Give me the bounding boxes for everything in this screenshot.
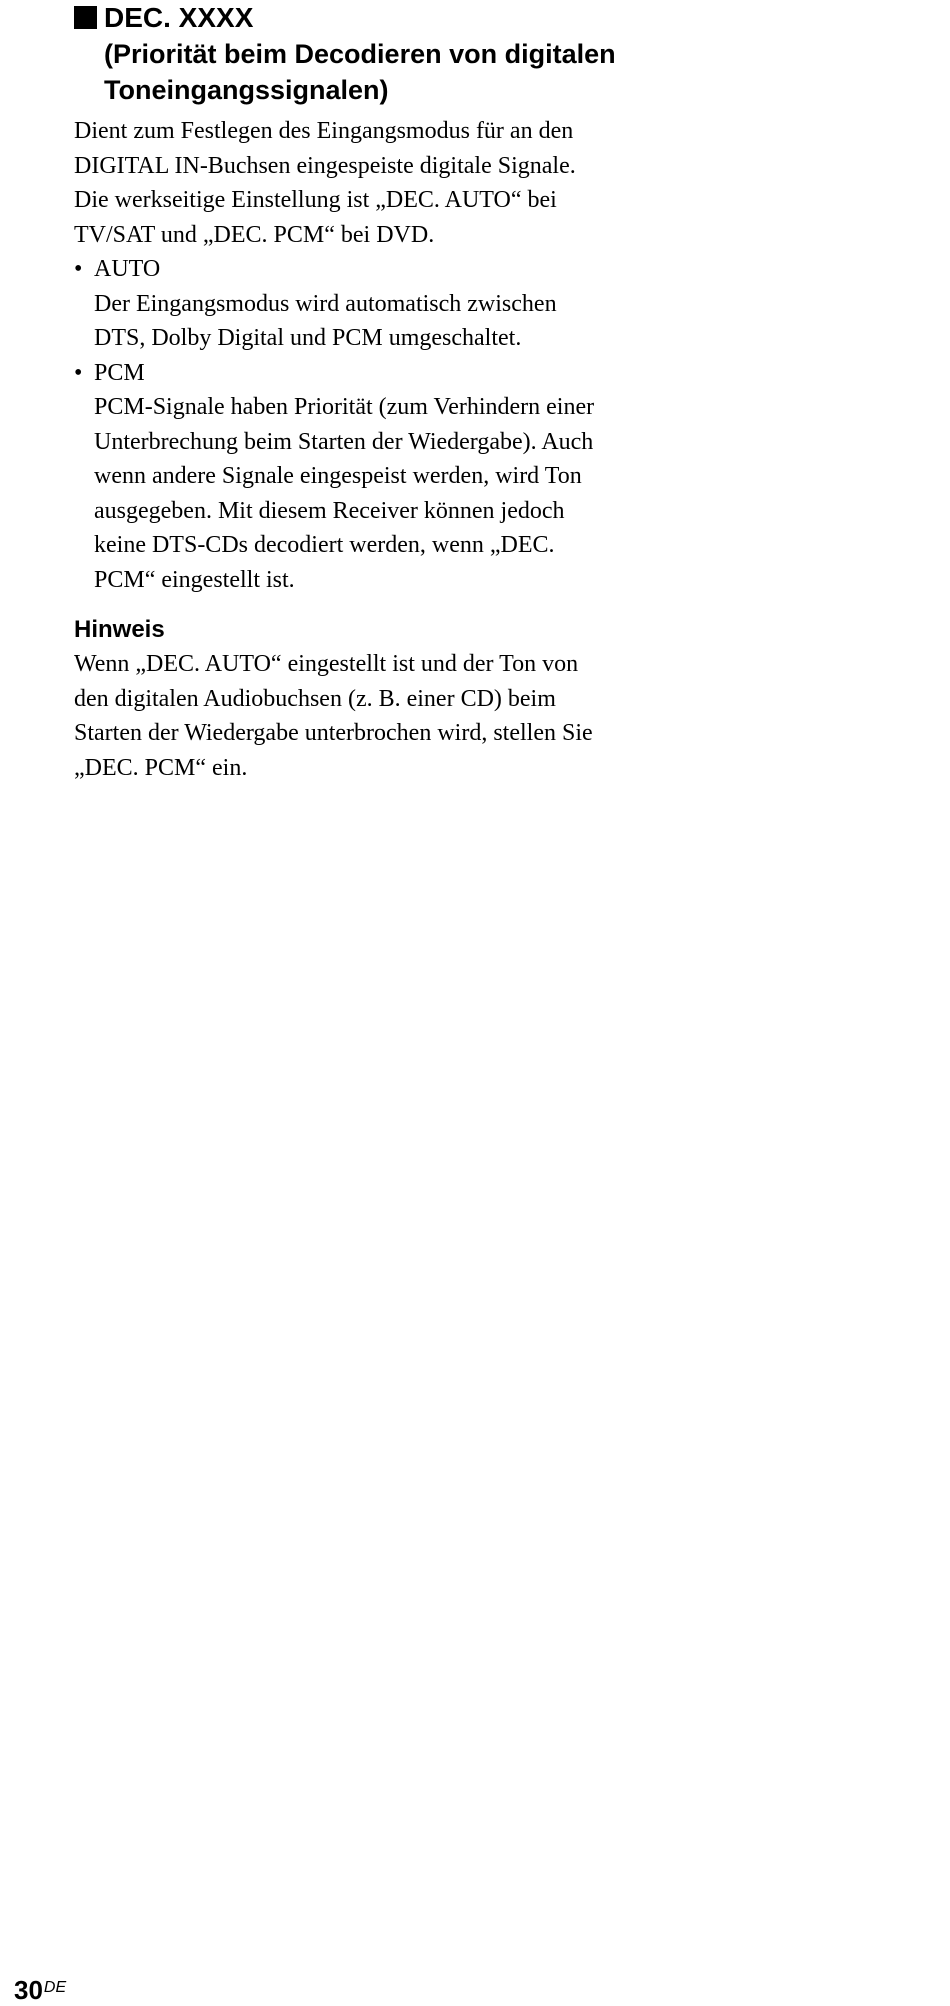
note-line: Starten der Wiedergabe unterbrochen wird, stellen Sie	[74, 720, 593, 746]
page-number-value: 30	[14, 1975, 43, 2005]
note-line: Wenn „DEC. AUTO“ eingestellt ist und der Ton von	[74, 651, 579, 677]
option-auto	[74, 252, 674, 356]
option-auto-label-row	[74, 252, 674, 287]
bullet-icon: •	[74, 359, 83, 386]
option-pcm	[74, 356, 674, 598]
page-number	[14, 1975, 66, 2005]
heading-line-1: DEC. XXXX	[104, 2, 254, 33]
heading-line-2: (Priorität beim Decodieren von digitalen	[104, 39, 616, 69]
option-auto-description	[74, 287, 674, 356]
heading-line-3: Toneingangssignalen)	[104, 75, 389, 105]
option-pcm-description	[74, 390, 674, 597]
description-line: PCM-Signale haben Priorität (zum Verhindern einer	[94, 394, 595, 420]
intro-line: DIGITAL IN-Buchsen eingespeiste digitale Signale.	[74, 152, 576, 179]
note-line: „DEC. PCM“ ein.	[74, 754, 248, 781]
option-auto-label: AUTO	[94, 256, 161, 282]
intro-paragraph	[74, 114, 674, 252]
page-language-suffix: DE	[43, 1979, 67, 1996]
intro-line: Die werkseitige Einstellung ist „DEC. AUTO“ bei	[74, 187, 557, 213]
note-paragraph	[74, 647, 674, 785]
description-line: wenn andere Signale eingespeist werden, wird Ton	[94, 463, 582, 489]
description-line: ausgegeben. Mit diesem Receiver können jedoch	[94, 497, 565, 524]
description-line: DTS, Dolby Digital und PCM umgeschaltet.	[94, 325, 522, 351]
note-line: den digitalen Audiobuchsen (z. B. einer CD) beim	[74, 685, 556, 712]
description-line: keine DTS-CDs decodiert werden, wenn „DEC.	[94, 532, 555, 558]
intro-line: Dient zum Festlegen des Eingangsmodus für an den	[74, 118, 574, 144]
option-pcm-label-row	[74, 356, 674, 391]
section-heading	[74, 0, 674, 108]
description-line: Der Eingangsmodus wird automatisch zwischen	[94, 290, 557, 317]
note-title: Hinweis	[74, 616, 165, 643]
description-line: Unterbrechung beim Starten der Wiedergabe). Auch	[94, 428, 594, 455]
bullet-icon: •	[74, 256, 83, 282]
black-square-icon	[74, 6, 97, 29]
dec-setting-section	[74, 0, 674, 785]
option-pcm-label: PCM	[94, 359, 145, 386]
description-line: PCM“ eingestellt ist.	[94, 566, 295, 593]
intro-line: TV/SAT und „DEC. PCM“ bei DVD.	[74, 221, 435, 248]
